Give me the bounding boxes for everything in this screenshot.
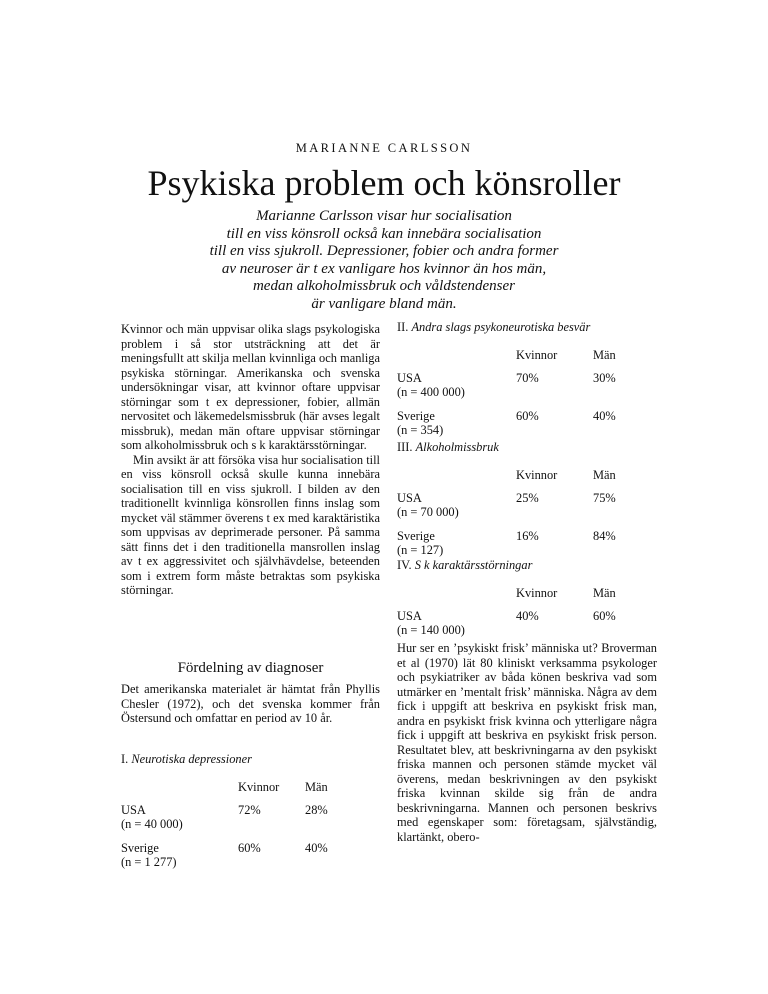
column-header-women: Kvinnor — [516, 585, 558, 600]
column-header-men: Män — [593, 347, 616, 362]
column-header-women: Kvinnor — [516, 467, 558, 482]
table-header — [121, 780, 381, 795]
lead-line: medan alkoholmissbruk och våldstendenser — [252, 278, 516, 294]
row-label: USA (n = 70 000) — [397, 490, 459, 519]
table-psykoneurotiska-besvar — [397, 320, 657, 438]
value-women: 60% — [516, 408, 539, 423]
paragraph: Min avsikt är att försöka visa hur socialisation till en viss könsroll också skulle kunna innebära socialisation till en viss sjukroll. I bilden av den traditionellt kvinnliga könsrollen finns inslag som mycket väl stämmer överens t ex med karaktäristika som uppvisas av deprimerade personer. På samma sätt finns det i den traditionella mansrollen inslag av t ex aggressivitet och självhävdelse, beteenden som i extrem form måste betraktas som psykiska störningar. — [121, 452, 380, 597]
lead-line: till en viss könsroll också kan innebära socialisation — [226, 225, 542, 242]
paragraph: Kvinnor och män uppvisar olika slags psykologiska problem i så stor utsträckning att det är meningsfullt att skilja mellan kvinnliga och manliga psykiska störningar. Amerikanska och svenska undersökningar visar, att kvinnor oftare uppvisar störningar som t ex depressioner, fobier, allmän nervositet och läkemedelsmissbruk (här avses legalt missbruk), medan män oftare uppvisar störningar som alkoholmissbruk och s k karaktärsstörningar. — [121, 322, 380, 452]
value-men: 60% — [593, 608, 616, 623]
section-intro — [121, 682, 380, 726]
value-women: 16% — [516, 528, 539, 543]
paragraph: Hur ser en ’psykiskt frisk’ människa ut? Broverman et al (1970) lät 80 kliniskt verksamma psykologer och psykiatriker av båda könen beskriva vad som utmärker en ’mentalt frisk’ människa. Några av dem fick i uppgift att beskriva en psykiskt frisk man, andra en psykiskt frisk kvinna och ytterligare några fick i uppgift att beskriva en psykiskt frisk person. Resultatet blev, att beskrivningarna av den psykiskt friska mannen och personen stämde mycket väl överens, medan beskrivningen av den psykiskt friska kvinnan skilde sig från de andra beskrivningarna. Mannen och personen beskrivs med egenskaper som: företagsam, självständig, klartänkt, obero- — [397, 641, 657, 844]
value-men: 75% — [593, 490, 616, 505]
table-title: II. Andra slags psykoneurotiska besvär — [397, 320, 591, 334]
column-header-women: Kvinnor — [516, 347, 558, 362]
section-heading: Fördelning av diagnoser — [177, 660, 324, 676]
table-row — [397, 609, 657, 638]
table-row — [397, 529, 657, 558]
row-label: Sverige (n = 127) — [397, 528, 444, 557]
column-header-men: Män — [593, 585, 616, 600]
table-neurotiska-depressioner — [121, 752, 381, 870]
value-women: 70% — [516, 370, 539, 385]
value-women: 72% — [238, 802, 261, 817]
value-women: 25% — [516, 490, 539, 505]
column-header-men: Män — [305, 779, 328, 794]
row-label: USA (n = 400 000) — [397, 370, 465, 399]
table-title: I. Neurotiska depressioner — [121, 752, 252, 766]
row-label: USA (n = 40 000) — [121, 802, 183, 831]
body-text-left — [121, 322, 380, 598]
row-label: Sverige (n = 1 277) — [121, 840, 177, 869]
column-header-women: Kvinnor — [238, 779, 280, 794]
table-row — [397, 491, 657, 520]
table-header — [397, 348, 657, 363]
value-men: 40% — [593, 408, 616, 423]
value-men: 28% — [305, 802, 328, 817]
column-header-men: Män — [593, 467, 616, 482]
table-header — [397, 586, 657, 601]
body-text-right — [397, 641, 657, 844]
table-row — [397, 371, 657, 400]
table-karaktarsstorningar — [397, 558, 657, 638]
lead-line: Marianne Carlsson visar hur socialisation — [256, 208, 512, 224]
paragraph: Det amerikanska materialet är hämtat från Phyllis Chesler (1972), och det svenska kommer från Östersund och omfattar en period av 10 år. — [121, 682, 380, 725]
value-men: 30% — [593, 370, 616, 385]
author-name: MARIANNE CARLSSON — [295, 141, 473, 155]
row-label: USA (n = 140 000) — [397, 608, 465, 637]
table-header — [397, 468, 657, 483]
value-women: 40% — [516, 608, 539, 623]
value-men: 84% — [593, 528, 616, 543]
lead-line: är vanligare bland män. — [311, 295, 457, 312]
lead-paragraph — [150, 208, 618, 313]
row-label: Sverige (n = 354) — [397, 408, 444, 437]
table-title: III. Alkoholmissbruk — [397, 440, 499, 454]
table-row — [397, 409, 657, 438]
table-title: IV. S k karaktärsstörningar — [397, 558, 533, 572]
table-row — [121, 841, 381, 870]
table-row — [121, 803, 381, 832]
lead-line: till en viss sjukroll. Depressioner, fobier och andra former — [209, 243, 559, 259]
lead-line: av neuroser är t ex vanligare hos kvinnor än hos män, — [221, 260, 547, 277]
article-title: Psykiska problem och könsroller — [147, 163, 621, 203]
value-men: 40% — [305, 840, 328, 855]
value-women: 60% — [238, 840, 261, 855]
table-alkoholmissbruk — [397, 440, 657, 558]
